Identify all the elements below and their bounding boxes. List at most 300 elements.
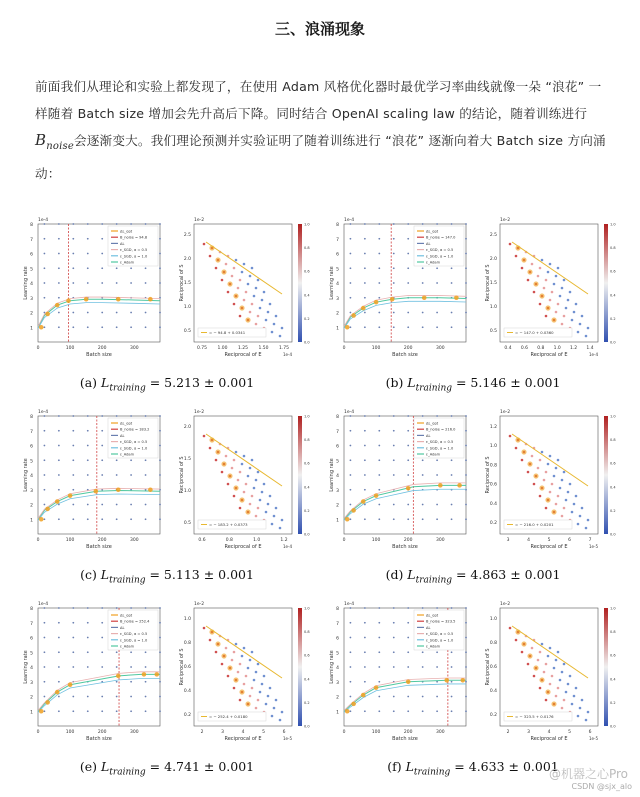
grid-marker — [44, 459, 46, 461]
colorbar-tick: 0.6 — [610, 269, 616, 274]
grid-marker — [350, 267, 352, 269]
right-xtick: 5 — [262, 730, 265, 735]
grid-marker — [364, 430, 366, 432]
grid-marker — [101, 622, 103, 624]
grid-marker — [465, 253, 467, 255]
right-ylabel: Reciprocal of S — [485, 648, 491, 686]
grid-marker — [44, 253, 46, 255]
grid-marker — [407, 637, 409, 639]
grid-marker — [159, 474, 161, 476]
grid-marker — [72, 607, 74, 609]
grid-marker — [451, 607, 453, 609]
grid-marker — [44, 430, 46, 432]
rs-point — [575, 303, 578, 306]
grid-marker — [465, 474, 467, 476]
grid-marker — [422, 651, 424, 653]
grid-marker — [465, 445, 467, 447]
grid-marker — [465, 651, 467, 653]
left-xtick: 300 — [130, 346, 139, 351]
left-xtick: 100 — [371, 346, 381, 351]
grid-marker — [422, 312, 424, 314]
grid-marker — [87, 504, 89, 506]
rs-point — [257, 699, 260, 702]
colorbar-tick: 0.6 — [610, 653, 616, 658]
rs-point — [235, 451, 238, 454]
rs-point — [227, 483, 230, 486]
rs-point — [571, 703, 574, 706]
opt-point — [345, 709, 350, 714]
grid-marker — [72, 666, 74, 668]
grid-marker — [44, 681, 46, 683]
grid-marker — [451, 326, 453, 328]
right-plot-frame — [194, 608, 292, 726]
grid-marker — [44, 518, 46, 520]
grid-marker — [159, 282, 161, 284]
legend-label: B_noise = 147.0 — [426, 235, 456, 240]
rs-point — [273, 323, 276, 326]
grid-marker — [44, 651, 46, 653]
grid-marker — [44, 489, 46, 491]
rs-opt-point — [527, 461, 532, 466]
fit-legend-label: = − 216.0 + 0.0201 — [515, 522, 554, 527]
rs-point — [225, 647, 228, 650]
grid-marker — [130, 666, 132, 668]
left-ylabel: Learning rate — [329, 266, 335, 300]
rs-point — [557, 303, 560, 306]
left-xtick: 0 — [36, 730, 40, 735]
rs-point — [527, 471, 530, 474]
rs-point — [247, 283, 250, 286]
rs-point — [533, 291, 536, 294]
right-ylabel: Reciprocal of S — [485, 456, 491, 494]
legend-label: ΔL — [120, 241, 125, 246]
left-ytick: 6 — [336, 252, 339, 258]
legend-label: ε_Adam — [120, 644, 135, 649]
caption-label: (a) — [79, 375, 102, 390]
grid-marker — [87, 415, 89, 417]
colorbar-tick: 1.0 — [304, 222, 310, 227]
rs-opt-point — [245, 509, 250, 514]
rs-point — [563, 315, 566, 318]
grid-marker — [58, 651, 60, 653]
rs-point — [257, 507, 260, 510]
grid-marker — [422, 267, 424, 269]
rs-point — [581, 507, 584, 510]
left-xtick: 100 — [65, 730, 75, 735]
grid-marker — [116, 223, 118, 225]
grid-marker — [87, 326, 89, 328]
rs-point — [521, 267, 524, 270]
rs-point — [561, 671, 564, 674]
colorbar-tick: 0.0 — [610, 532, 616, 537]
rs-point — [265, 703, 268, 706]
rs-point — [265, 511, 268, 514]
grid-marker — [393, 607, 395, 609]
grid-marker — [378, 622, 380, 624]
grid-marker — [393, 474, 395, 476]
grid-marker — [130, 607, 132, 609]
rs-point — [563, 507, 566, 510]
left-ytick: 8 — [30, 607, 33, 612]
grid-marker — [407, 710, 409, 712]
grid-marker — [393, 267, 395, 269]
rs-point — [253, 295, 256, 298]
grid-marker — [130, 710, 132, 712]
grid-marker — [159, 681, 161, 683]
grid-marker — [159, 223, 161, 225]
rs-point — [255, 323, 258, 326]
rs-opt-point — [521, 641, 526, 646]
grid-marker — [436, 459, 438, 461]
right-xtick: 1.0 — [253, 538, 261, 543]
grid-marker — [350, 474, 352, 476]
rs-opt-point — [227, 473, 232, 478]
grid-marker — [101, 253, 103, 255]
rs-point — [521, 459, 524, 462]
opt-point — [93, 489, 98, 494]
rs-opt-point — [533, 281, 538, 286]
left-ytick: 2 — [336, 503, 339, 509]
grid-marker — [350, 459, 352, 461]
grid-marker — [130, 223, 132, 225]
colorbar — [298, 224, 302, 342]
rs-point — [585, 527, 588, 530]
left-xtick: 100 — [65, 346, 75, 351]
legend-label: ΔL_opt — [120, 229, 133, 234]
opt-point — [55, 690, 60, 695]
left-ytick: 4 — [30, 666, 33, 671]
right-ytick: 2.5 — [183, 233, 191, 238]
grid-marker — [87, 223, 89, 225]
grid-marker — [465, 681, 467, 683]
right-ytick: 1.5 — [183, 281, 191, 286]
grid-marker — [58, 430, 60, 432]
rs-point — [253, 487, 256, 490]
rs-point — [249, 503, 252, 506]
legend-label: ΔL_opt — [120, 421, 133, 426]
left-xtick: 200 — [97, 730, 107, 735]
right-xtick: 4 — [547, 730, 551, 735]
grid-marker — [378, 504, 380, 506]
rs-point — [227, 675, 230, 678]
grid-marker — [72, 637, 74, 639]
left-ytick: 8 — [336, 223, 339, 228]
right-xtick: 3 — [221, 730, 224, 735]
grid-marker — [87, 696, 89, 698]
grid-marker — [422, 459, 424, 461]
left-ytick: 7 — [30, 429, 33, 435]
rs-point — [209, 447, 212, 450]
colorbar-tick: 1.0 — [610, 606, 616, 611]
grid-marker — [436, 518, 438, 520]
rs-point — [563, 699, 566, 702]
legend-label: ε_SGD, α = 0.5 — [426, 248, 454, 253]
rs-opt-point — [221, 269, 226, 274]
right-xtick: 1.25 — [237, 346, 249, 351]
grid-marker — [116, 666, 118, 668]
rs-point — [249, 275, 252, 278]
rs-point — [259, 691, 262, 694]
grid-marker — [101, 312, 103, 314]
left-xtick: 0 — [342, 730, 346, 735]
paragraph-part-2: 会逐渐变大。我们理论预测并实验证明了随着训练进行 “浪花” 逐渐向着大 Batch size 方向涌动： — [35, 133, 606, 181]
legend-label: ε_Adam — [426, 452, 441, 457]
right-xtick: 6 — [588, 730, 592, 735]
opt-point — [361, 693, 366, 698]
left-xlabel: Batch size — [392, 544, 418, 550]
rs-point — [271, 331, 274, 334]
right-ytick: 0.2 — [489, 713, 497, 718]
grid-marker — [87, 607, 89, 609]
grid-marker — [393, 415, 395, 417]
opt-point — [68, 682, 73, 687]
rs-point — [281, 711, 284, 714]
rs-opt-point — [221, 653, 226, 658]
rs-point — [275, 699, 278, 702]
grid-marker — [72, 238, 74, 240]
colorbar-tick: 0.8 — [610, 438, 616, 443]
colorbar-tick: 0.4 — [304, 485, 310, 490]
grid-marker — [101, 651, 103, 653]
grid-marker — [350, 651, 352, 653]
left-ylabel: Learning rate — [23, 458, 29, 492]
right-ytick: 0.5 — [183, 329, 191, 334]
paragraph-part-1: 前面我们从理论和实验上都发现了，在使用 Adam 风格优化器时最优学习率曲线就像一朵 “浪花” 一样随着 Batch size 增加会先升高后下降。同时结合 OpenAI scaling law 的结论，随着训练进行 — [35, 79, 602, 121]
rs-point — [263, 483, 266, 486]
grid-marker — [58, 622, 60, 624]
grid-marker — [116, 681, 118, 683]
rs-point — [203, 435, 206, 438]
caption-loss-value: = 4.633 ± 0.001 — [450, 759, 559, 774]
legend-label: ΔL — [426, 625, 431, 630]
grid-marker — [159, 459, 161, 461]
grid-marker — [44, 504, 46, 506]
grid-marker — [72, 282, 74, 284]
right-ytick: 0.6 — [183, 665, 191, 670]
grid-marker — [101, 637, 103, 639]
left-xtick: 300 — [130, 538, 139, 543]
rs-opt-point — [527, 653, 532, 658]
right-ylabel: Reciprocal of S — [179, 648, 185, 686]
watermark-credit: CSDN @sjx_alo — [571, 782, 632, 791]
right-xtick: 5 — [568, 730, 571, 735]
grid-marker — [422, 474, 424, 476]
opt-point — [438, 483, 443, 488]
rs-point — [587, 711, 590, 714]
left-xtick: 200 — [403, 730, 413, 735]
grid-marker — [87, 253, 89, 255]
grid-marker — [451, 474, 453, 476]
left-ytick: 5 — [336, 651, 339, 657]
rs-point — [259, 499, 262, 502]
right-xexp: 1e-4 — [283, 352, 292, 357]
grid-marker — [58, 238, 60, 240]
rs-point — [579, 707, 582, 710]
colorbar-tick: 0.8 — [304, 438, 310, 443]
rs-point — [241, 463, 244, 466]
right-ytick: 2.0 — [489, 257, 497, 262]
rs-point — [221, 471, 224, 474]
left-xlabel: Batch size — [86, 352, 112, 358]
rs-point — [561, 323, 564, 326]
left-xtick: 0 — [36, 346, 40, 351]
rs-point — [509, 627, 512, 630]
grid-marker — [378, 267, 380, 269]
grid-marker — [87, 518, 89, 520]
rs-point — [585, 335, 588, 338]
grid-marker — [87, 459, 89, 461]
rs-point — [577, 715, 580, 718]
grid-marker — [451, 518, 453, 520]
rs-point — [571, 511, 574, 514]
colorbar-tick: 0.8 — [610, 246, 616, 251]
grid-marker — [159, 607, 161, 609]
left-xtick: 300 — [436, 346, 445, 351]
rs-point — [235, 259, 238, 262]
left-ytick: 5 — [336, 267, 339, 273]
left-ytick: 1 — [30, 326, 33, 332]
opt-point — [116, 487, 121, 492]
grid-marker — [159, 312, 161, 314]
grid-marker — [422, 415, 424, 417]
grid-marker — [72, 430, 74, 432]
grid-marker — [451, 710, 453, 712]
grid-marker — [44, 607, 46, 609]
colorbar-tick: 0.4 — [304, 677, 310, 682]
grid-marker — [378, 696, 380, 698]
grid-marker — [130, 282, 132, 284]
rs-point — [563, 279, 566, 282]
rs-point — [585, 719, 588, 722]
left-ytick: 3 — [336, 488, 339, 494]
right-xtick: 3 — [527, 730, 530, 735]
right-ytick: 1.0 — [489, 444, 497, 450]
right-ytick: 2.0 — [183, 425, 191, 430]
legend-label: ΔL — [426, 433, 431, 438]
figure-panel-3 — [22, 402, 312, 592]
rs-opt-point — [539, 677, 544, 682]
rs-point — [551, 675, 554, 678]
opt-point — [361, 499, 366, 504]
rs-point — [215, 651, 218, 654]
grid-marker — [451, 696, 453, 698]
grid-marker — [378, 637, 380, 639]
right-xtick: 5 — [547, 538, 551, 543]
grid-marker — [364, 681, 366, 683]
rs-point — [257, 471, 260, 474]
legend-label: ε_SGD, α = 0.5 — [120, 440, 148, 445]
rs-point — [275, 507, 278, 510]
colorbar-tick: 0.2 — [610, 508, 616, 513]
left-ytick: 2 — [336, 311, 339, 317]
grid-marker — [378, 651, 380, 653]
opt-point — [345, 517, 350, 522]
caption-loss-symbol: L — [407, 567, 416, 582]
opt-point — [154, 672, 159, 677]
grid-marker — [364, 607, 366, 609]
rs-point — [581, 315, 584, 318]
grid-marker — [116, 607, 118, 609]
rs-opt-point — [521, 449, 526, 454]
grid-marker — [436, 504, 438, 506]
grid-marker — [364, 253, 366, 255]
figure-panel-2 — [328, 210, 618, 400]
right-ytick: 0.8 — [489, 641, 497, 646]
rs-point — [557, 651, 560, 654]
left-ytick: 5 — [30, 459, 33, 465]
grid-marker — [58, 415, 60, 417]
grid-marker — [364, 710, 366, 712]
grid-marker — [407, 430, 409, 432]
grid-marker — [378, 474, 380, 476]
rs-point — [233, 267, 236, 270]
grid-marker — [44, 297, 46, 299]
rs-point — [545, 279, 548, 282]
rs-point — [551, 483, 554, 486]
rs-point — [561, 515, 564, 518]
right-ytick: 0.8 — [489, 463, 497, 469]
right-ytick: 0.4 — [489, 689, 497, 694]
legend-label: B_noise = 216.0 — [426, 427, 456, 432]
rs-point — [577, 523, 580, 526]
right-ytick: 1.0 — [183, 617, 191, 622]
rs-point — [247, 667, 250, 670]
grid-marker — [145, 681, 147, 683]
legend-label: ε_Adam — [120, 452, 135, 457]
grid-marker — [378, 666, 380, 668]
rs-point — [527, 663, 530, 666]
right-ytick: 0.5 — [489, 329, 497, 334]
caption-loss-value: = 4.863 ± 0.001 — [452, 567, 561, 582]
rs-point — [243, 647, 246, 650]
opt-point — [361, 306, 366, 311]
grid-marker — [159, 238, 161, 240]
grid-marker — [451, 223, 453, 225]
grid-marker — [422, 223, 424, 225]
grid-marker — [393, 651, 395, 653]
grid-marker — [451, 459, 453, 461]
grid-marker — [407, 238, 409, 240]
legend-label: ΔL_opt — [426, 613, 439, 618]
grid-marker — [465, 637, 467, 639]
legend-label: ε_SGD, α = 0.5 — [120, 248, 148, 253]
grid-marker — [72, 710, 74, 712]
rs-point — [233, 303, 236, 306]
grid-marker — [364, 223, 366, 225]
rs-point — [551, 291, 554, 294]
right-ytick: 1.0 — [489, 305, 497, 310]
rs-point — [279, 527, 282, 530]
left-xtick: 300 — [436, 538, 445, 543]
rs-opt-point — [533, 473, 538, 478]
grid-marker — [378, 238, 380, 240]
grid-marker — [364, 666, 366, 668]
grid-marker — [465, 312, 467, 314]
grid-marker — [350, 282, 352, 284]
rs-point — [579, 323, 582, 326]
rs-point — [249, 659, 252, 662]
grid-marker — [159, 326, 161, 328]
rs-point — [233, 495, 236, 498]
rs-point — [203, 243, 206, 246]
grid-marker — [44, 267, 46, 269]
left-ytick: 6 — [30, 636, 33, 642]
grid-marker — [116, 504, 118, 506]
rs-point — [233, 651, 236, 654]
rs-point — [239, 279, 242, 282]
grid-marker — [378, 459, 380, 461]
rs-point — [573, 695, 576, 698]
